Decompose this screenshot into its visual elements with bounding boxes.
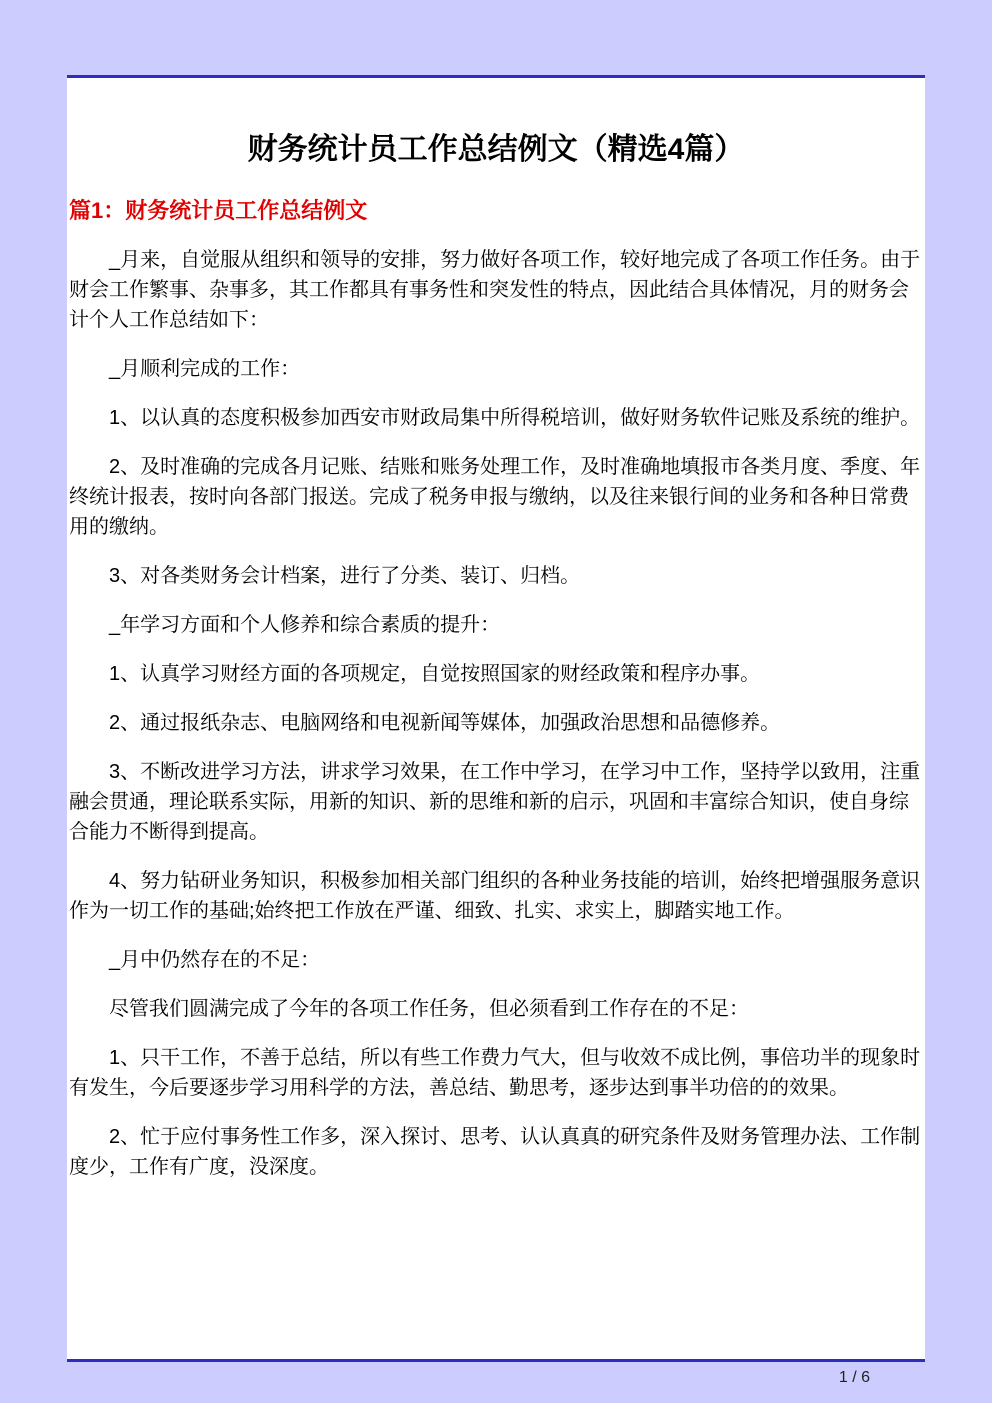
paragraph: _年学习方面和个人修养和综合素质的提升： (109, 614, 501, 636)
section-heading: 篇1：财务统计员工作总结例文 (69, 198, 368, 223)
paragraph: _月中仍然存在的不足： (109, 949, 321, 971)
page-number: 1 / 6 (838, 1369, 870, 1386)
paragraph: 1、只干工作，不善于总结，所以有些工作费力气大，但与收效不成比例，事倍功半的现象时有发生，今后要逐步学习用科学的方法，善总结、勤思考，逐步达到事半功倍的的效果。 (69, 1047, 921, 1099)
document-title: 财务统计员工作总结例文（精选4篇） (247, 133, 745, 166)
document-page (67, 78, 925, 1359)
paragraph: 1、认真学习财经方面的各项规定，自觉按照国家的财经政策和程序办事。 (109, 663, 761, 685)
paragraph: _月顺利完成的工作： (109, 358, 301, 380)
paragraph: 4、努力钻研业务知识，积极参加相关部门组织的各种业务技能的培训，始终把增强服务意识作为一切工作的基础;始终把工作放在严谨、细致、扎实、求实上，脚踏实地工作。 (69, 870, 921, 922)
bottom-rule (67, 1359, 925, 1362)
paragraph: 2、忙于应付事务性工作多，深入探讨、思考、认认真真的研究条件及财务管理办法、工作制度少，工作有广度，没深度。 (69, 1126, 921, 1178)
paragraph: 尽管我们圆满完成了今年的各项工作任务，但必须看到工作存在的不足： (109, 998, 749, 1020)
paragraph: 2、通过报纸杂志、电脑网络和电视新闻等媒体，加强政治思想和品德修养。 (109, 712, 781, 734)
paragraph: 1、以认真的态度积极参加西安市财政局集中所得税培训，做好财务软件记账及系统的维护。 (109, 407, 921, 429)
document-body (69, 245, 923, 1182)
paragraph: _月来，自觉服从组织和领导的安排，努力做好各项工作，较好地完成了各项工作任务。由于财会工作繁事、杂事多，其工作都具有事务性和突发性的特点，因此结合具体情况，月的财务会计个人工作总结如下： (69, 249, 921, 331)
paragraph: 3、不断改进学习方法，讲求学习效果，在工作中学习，在学习中工作，坚持学以致用，注重融会贯通，理论联系实际，用新的知识、新的思维和新的启示，巩固和丰富综合知识，使自身综合能力不断得到提高。 (69, 761, 921, 843)
paragraph: 3、对各类财务会计档案，进行了分类、装订、归档。 (109, 565, 581, 587)
paragraph: 2、及时准确的完成各月记账、结账和账务处理工作，及时准确地填报市各类月度、季度、年终统计报表，按时向各部门报送。完成了税务申报与缴纳，以及往来银行间的业务和各种日常费用的缴纳。 (69, 456, 921, 538)
